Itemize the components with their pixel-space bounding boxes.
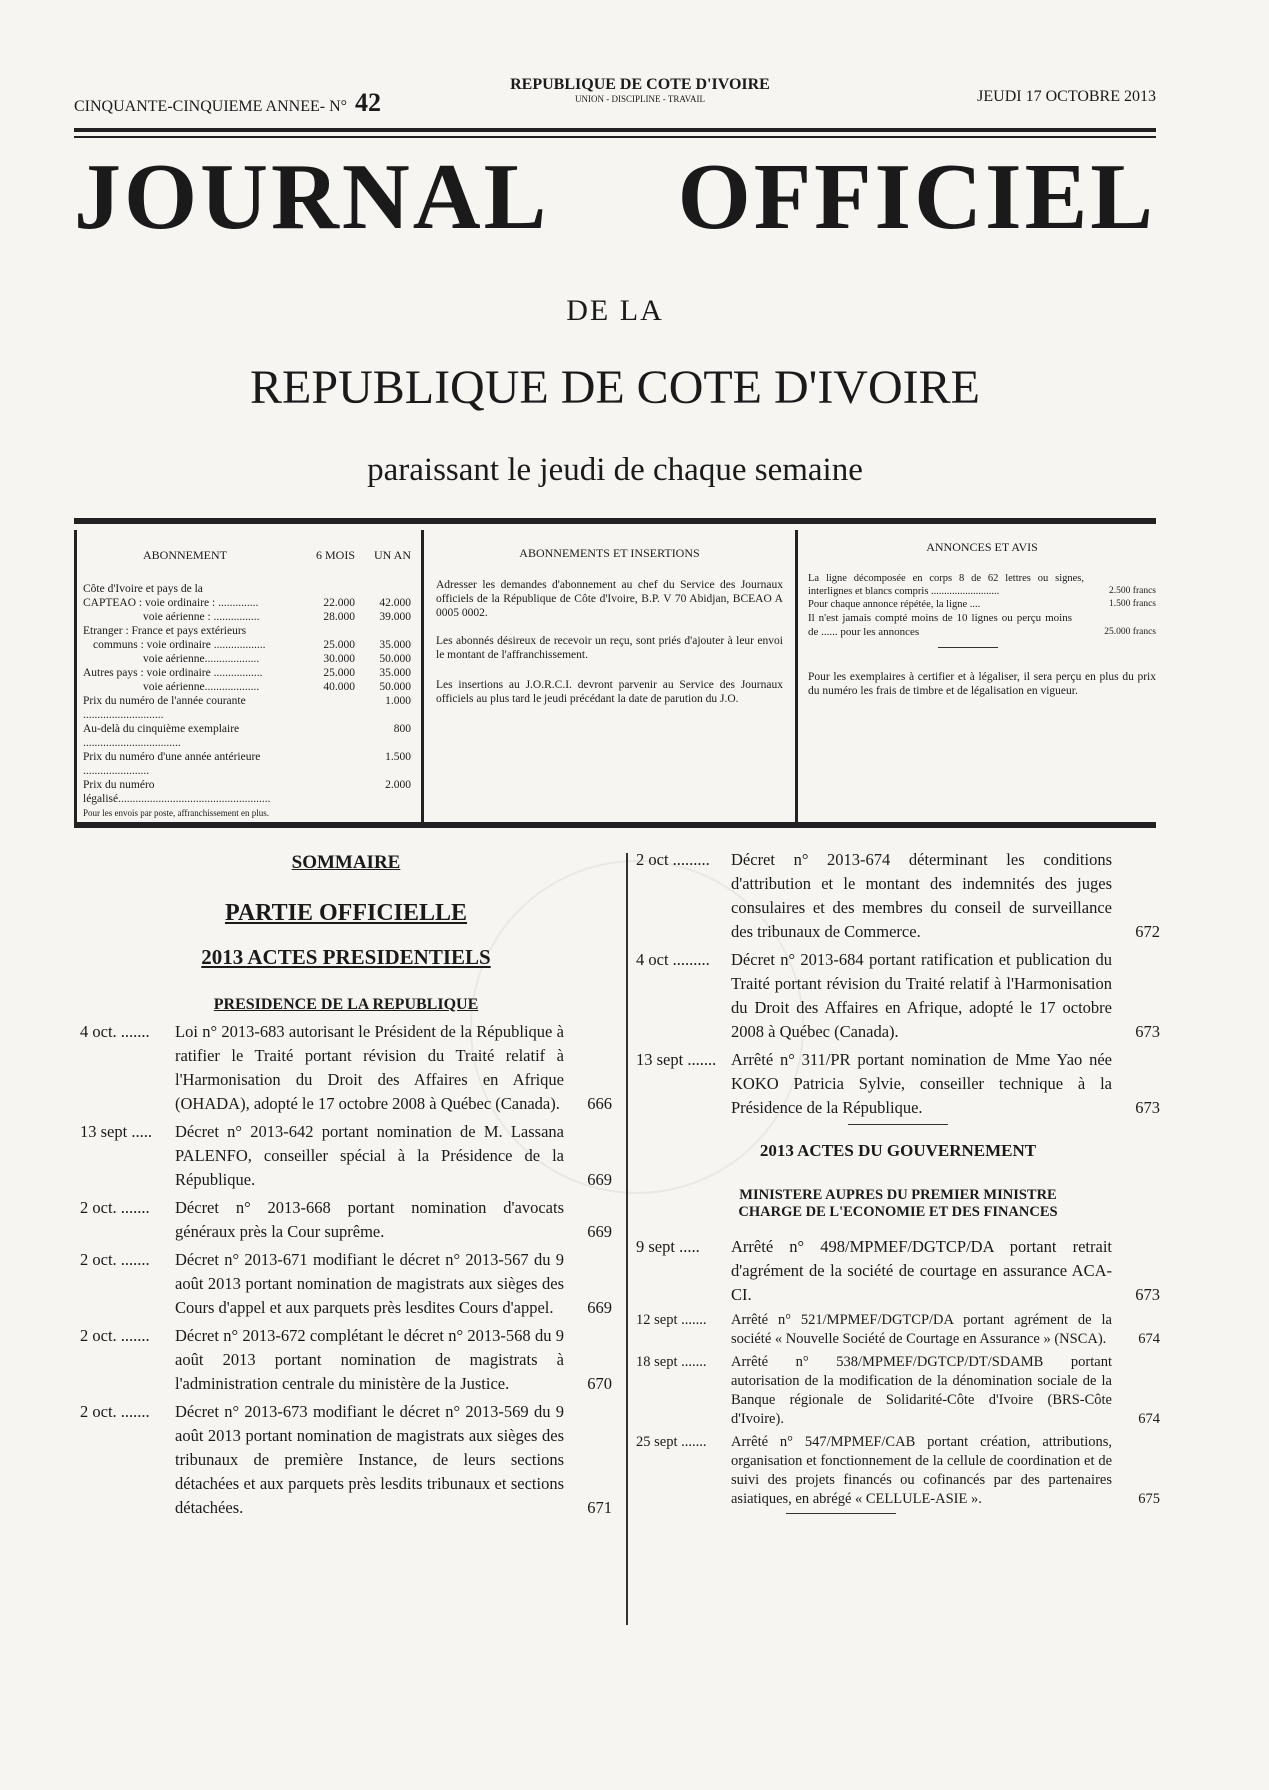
entry-text: Arrêté n° 538/MPMEF/DGTCP/DT/SDAMB portant autorisation de la modification de la dénomination sociale de la Banque régionale de Solidarité-Côte d'Ivoire (BRS-Côte d'Ivoire). — [731, 1354, 1112, 1427]
entry-date: 2 oct. ....... — [80, 1402, 150, 1421]
info-rule-bottom — [74, 822, 1156, 828]
sommaire-entry — [636, 1433, 1160, 1509]
issue-date: JEUDI 17 OCTOBRE 2013 — [977, 88, 1156, 105]
abonnement-row-an: 800 — [393, 723, 411, 735]
abonnement-row-6mois: 25.000 — [323, 639, 355, 651]
abonnement-row — [83, 582, 411, 596]
partie-officielle-heading: PARTIE OFFICIELLE — [224, 900, 468, 926]
abonnement-row-label: voie aérienne................... — [143, 681, 260, 693]
entry-page: 666 — [587, 1094, 612, 1113]
insertions-p1: Adresser les demandes d'abonnement au chef du Service des Journaux officiels de la République de Côte d'Ivoire, B.P. V 70 Abidjan, BCEAO A 0005 0002. — [436, 579, 783, 619]
abonnement-row-label: Prix du numéro de l'année courante ............................ — [83, 695, 246, 721]
abonnement-row-label: Pour les envois par poste, affranchissement en plus. — [83, 808, 270, 818]
masthead-republic: REPUBLIQUE DE COTE D'IVOIRE — [250, 361, 980, 414]
abonnement-row-an: 50.000 — [379, 653, 411, 665]
entry-date: 2 oct. ....... — [80, 1250, 150, 1269]
entry-text: Décret n° 2013-671 modifiant le décret n° 2013-567 du 9 août 2013 portant nomination de magistrats aux sièges des Cours d'appel et aux parquets près lesdites Cours d'appel. — [175, 1250, 564, 1317]
abonnement-row-6mois — [287, 750, 355, 778]
abonnement-row-6mois: 30.000 — [323, 653, 355, 665]
abonnement-row-6mois: 22.000 — [323, 597, 355, 609]
entry-page: 670 — [587, 1374, 612, 1393]
left-entries — [80, 1020, 612, 1520]
entry-page: 669 — [587, 1222, 612, 1241]
abonnement-box — [74, 530, 424, 822]
entry-page: 673 — [1135, 1098, 1160, 1117]
annonces-r3: Il n'est jamais compté moins de 10 lignes ou perçu moins de ...... pour les annonces — [808, 612, 1072, 638]
entry-date: 4 oct ......... — [636, 950, 710, 969]
entry-date: 4 oct. ....... — [80, 1022, 150, 1041]
entry-page: 671 — [587, 1498, 612, 1517]
entry-page: 672 — [1135, 922, 1160, 941]
abonnement-row — [83, 624, 411, 638]
right-entries-b — [636, 1235, 1160, 1509]
entry-text: Décret n° 2013-673 modifiant le décret n° 2013-569 du 9 août 2013 portant nomination de magistrats aux sièges des tribunaux de première Instance, de leurs sections détachées et aux parquets près lesdits tribunaux et sections détachées. — [175, 1402, 564, 1517]
sommaire-left — [80, 852, 612, 1524]
annonces-r1-price: 2.500 francs — [1109, 586, 1156, 596]
abonnement-row-an: 39.000 — [379, 611, 411, 623]
entry-text: Arrêté n° 498/MPMEF/DGTCP/DA portant retrait d'agrément de la société de courtage en assurance ACA-CI. — [731, 1237, 1112, 1304]
entry-text: Arrêté n° 311/PR portant nomination de Mme Yao née KOKO Patricia Sylvie, conseiller technique à la Présidence de la République. — [731, 1050, 1112, 1117]
masthead-journal: JOURNAL — [74, 145, 550, 249]
abonnement-row-an: 2.000 — [385, 779, 411, 791]
ministere-heading-1: MINISTERE AUPRES DU PREMIER MINISTRE — [739, 1187, 1057, 1203]
sommaire-entry — [636, 1311, 1160, 1349]
annonces-head: ANNONCES ET AVIS — [926, 540, 1038, 554]
abonnement-row-an: 42.000 — [379, 597, 411, 609]
annonces-note: Pour les exemplaires à certifier et à légaliser, il sera perçu en plus du prix du numéro les frais de timbre et de légalisation en vigueur. — [808, 671, 1156, 697]
actes-presidentiels-heading: 2013 ACTES PRESIDENTIELS — [201, 945, 491, 969]
right-entries-a — [636, 848, 1160, 1120]
top-rule — [74, 128, 1156, 132]
header-motto: UNION - DISCIPLINE - TRAVAIL — [575, 94, 705, 104]
abonnement-rows — [83, 582, 411, 820]
abonnement-row — [83, 638, 411, 652]
year-label: CINQUANTE-CINQUIEME ANNEE- N° — [74, 98, 348, 115]
abonnement-row-6mois — [287, 778, 355, 806]
abonnement-row-6mois: 25.000 — [323, 667, 355, 679]
abonnement-row-6mois — [287, 722, 355, 750]
abonnement-row-label: Prix du numéro légalisé..................................................... — [83, 779, 271, 805]
insertions-p3: Les insertions au J.O.R.C.I. devront parvenir au Service des Journaux officiels au plus tard le jeudi précédant la date de parution du J.O. — [436, 679, 783, 705]
top-rule-thin — [74, 136, 1156, 138]
abonnement-row-label: CAPTEAO : voie ordinaire : .............. — [83, 597, 259, 609]
info-rule-top — [74, 518, 1156, 524]
masthead-title — [74, 145, 1156, 249]
entry-text: Décret n° 2013-668 portant nomination d'avocats généraux près la Cour suprême. — [175, 1198, 564, 1241]
abonnement-row-an: 1.000 — [385, 695, 411, 707]
column-separator — [626, 853, 628, 1625]
entry-date: 25 sept ....... — [636, 1434, 707, 1450]
abonnement-row-an: 1.500 — [385, 751, 411, 763]
sommaire-title: SOMMAIRE — [291, 852, 401, 873]
abonnement-row-an: 35.000 — [379, 667, 411, 679]
abonnement-row-label: Côte d'Ivoire et pays de la — [83, 583, 203, 595]
sommaire-entry — [80, 1248, 612, 1320]
sommaire-entry — [636, 1353, 1160, 1429]
abonnement-row-an: 35.000 — [379, 639, 411, 651]
abonnement-row-label: Etranger : France et pays extérieurs — [83, 625, 247, 637]
entry-page: 673 — [1135, 1022, 1160, 1041]
sommaire-entry — [636, 848, 1160, 944]
abonnement-row-an — [355, 624, 411, 638]
masthead-de-la: DE LA — [566, 294, 664, 327]
abonnement-row-6mois — [287, 806, 355, 820]
annonces-r3-price: 25.000 francs — [1104, 627, 1156, 637]
abonnement-row-label: Au-delà du cinquième exemplaire .................................. — [83, 723, 240, 749]
abonnement-row-6mois — [287, 694, 355, 722]
issue-number: 42 — [355, 88, 382, 117]
entry-text: Décret n° 2013-684 portant ratification et publication du Traité portant révision du Traité relatif à l'Harmonisation du Droit des Affaires en Afrique, adopté le 17 octobre 2008 à Québec (Canada). — [731, 950, 1112, 1041]
entry-page: 675 — [1138, 1491, 1160, 1507]
sommaire-entry — [636, 1048, 1160, 1120]
header-center — [420, 76, 860, 104]
entry-page: 669 — [587, 1170, 612, 1189]
abonnement-row-label: Autres pays : voie ordinaire ................. — [83, 667, 263, 679]
year-issue — [74, 88, 381, 118]
abonnement-row-label: communs : voie ordinaire .................. — [93, 639, 266, 651]
end-divider — [786, 1513, 896, 1514]
sommaire-entry — [636, 948, 1160, 1044]
abonnement-row-an — [355, 582, 411, 596]
abonnement-row-label: Prix du numéro d'une année antérieure ....................... — [83, 751, 261, 777]
entry-date: 2 oct ......... — [636, 850, 710, 869]
sommaire-entry — [80, 1196, 612, 1244]
entry-date: 18 sept ....... — [636, 1354, 707, 1370]
abonnement-row — [83, 610, 411, 624]
abonnement-row-an — [355, 806, 411, 820]
annonces-box — [798, 530, 1156, 822]
presidence-heading: PRESIDENCE DE LA REPUBLIQUE — [213, 996, 479, 1013]
sommaire-entry — [80, 1324, 612, 1396]
entry-page: 674 — [1138, 1411, 1160, 1427]
entry-text: Loi n° 2013-683 autorisant le Président de la République à ratifier le Traité portant révision du Traité relatif à l'Harmonisation du Droit des Affaires en Afrique (OHADA), adopté le 17 octobre 2008 à Québec (Canada). — [175, 1022, 564, 1113]
abonnement-row-label: voie aérienne................... — [143, 653, 260, 665]
masthead-tagline: paraissant le jeudi de chaque semaine — [367, 452, 863, 488]
abonnement-row — [83, 694, 411, 722]
header-republic: REPUBLIQUE DE COTE D'IVOIRE — [510, 76, 770, 93]
annonces-r2: Pour chaque annonce répétée, la ligne .... — [808, 599, 981, 610]
entry-date: 13 sept ....... — [636, 1050, 717, 1069]
entry-text: Décret n° 2013-642 portant nomination de M. Lassana PALENFO, conseiller spécial à la Présidence de la République. — [175, 1122, 564, 1189]
insertions-p2: Les abonnés désireux de recevoir un reçu, sont priés d'ajouter à leur envoi le montant de l'affranchissement. — [436, 635, 783, 661]
abonnement-row — [83, 680, 411, 694]
actes-gouvernement-heading: 2013 ACTES DU GOUVERNEMENT — [759, 1141, 1037, 1160]
abonnement-row-6mois — [287, 624, 355, 638]
abonnement-row-6mois — [287, 582, 355, 596]
abonnement-row — [83, 666, 411, 680]
abonnement-row — [83, 806, 411, 820]
sommaire-entry — [636, 1235, 1160, 1307]
sommaire-right — [636, 848, 1160, 1514]
entry-text: Arrêté n° 547/MPMEF/CAB portant création, attributions, organisation et fonctionnement de la cellule de coordination et de suivi des projets financés ou cofinancés par des partenaires asiatiques, en abrégé « CELLULE-ASIE ». — [731, 1434, 1112, 1507]
divider — [848, 1124, 948, 1125]
entry-date: 2 oct. ....... — [80, 1198, 150, 1217]
entry-page: 674 — [1138, 1331, 1160, 1347]
entry-text: Décret n° 2013-672 complétant le décret n° 2013-568 du 9 août 2013 portant nomination de magistrats à l'administration centrale du ministère de la Justice. — [175, 1326, 564, 1393]
entry-text: Décret n° 2013-674 déterminant les conditions d'attribution et le montant des indemnités des juges consulaires et des membres du conseil de surveillance des tribunaux de Commerce. — [731, 850, 1112, 941]
abonnement-head: ABONNEMENT — [143, 548, 227, 562]
annonces-divider — [938, 647, 998, 648]
entry-date: 2 oct. ....... — [80, 1326, 150, 1345]
ministere-heading-2: CHARGE DE L'ECONOMIE ET DES FINANCES — [738, 1204, 1058, 1220]
abonnement-row — [83, 596, 411, 610]
entry-date: 9 sept ..... — [636, 1237, 700, 1256]
annonces-r1: La ligne décomposée en corps 8 de 62 lettres ou signes, interlignes et blancs compris .......................... — [808, 573, 1084, 597]
insertions-head: ABONNEMENTS ET INSERTIONS — [519, 546, 700, 560]
sommaire-entry — [80, 1120, 612, 1192]
abonnement-row — [83, 778, 411, 806]
entry-page: 669 — [587, 1298, 612, 1317]
insertions-box — [424, 530, 798, 822]
abonnement-row-label: voie aérienne : ................ — [143, 611, 260, 623]
annonces-r2-price: 1.500 francs — [1109, 599, 1156, 609]
sommaire-entry — [80, 1400, 612, 1520]
abonnement-row — [83, 722, 411, 750]
entry-date: 13 sept ..... — [80, 1122, 152, 1141]
abonnement-row — [83, 750, 411, 778]
entry-text: Arrêté n° 521/MPMEF/DGTCP/DA portant agrément de la société « Nouvelle Société de Courtage en Assurance » (NSCA). — [731, 1312, 1112, 1347]
abonnement-col-6mois: 6 MOIS — [315, 548, 355, 562]
abonnement-row-6mois: 40.000 — [323, 681, 355, 693]
abonnement-col-an: UN AN — [373, 548, 411, 562]
masthead-officiel: OFFICIEL — [677, 145, 1156, 249]
entry-page: 673 — [1135, 1285, 1160, 1304]
abonnement-row — [83, 652, 411, 666]
abonnement-row-an: 50.000 — [379, 681, 411, 693]
sommaire-entry — [80, 1020, 612, 1116]
abonnement-row-6mois: 28.000 — [323, 611, 355, 623]
entry-date: 12 sept ....... — [636, 1312, 707, 1328]
